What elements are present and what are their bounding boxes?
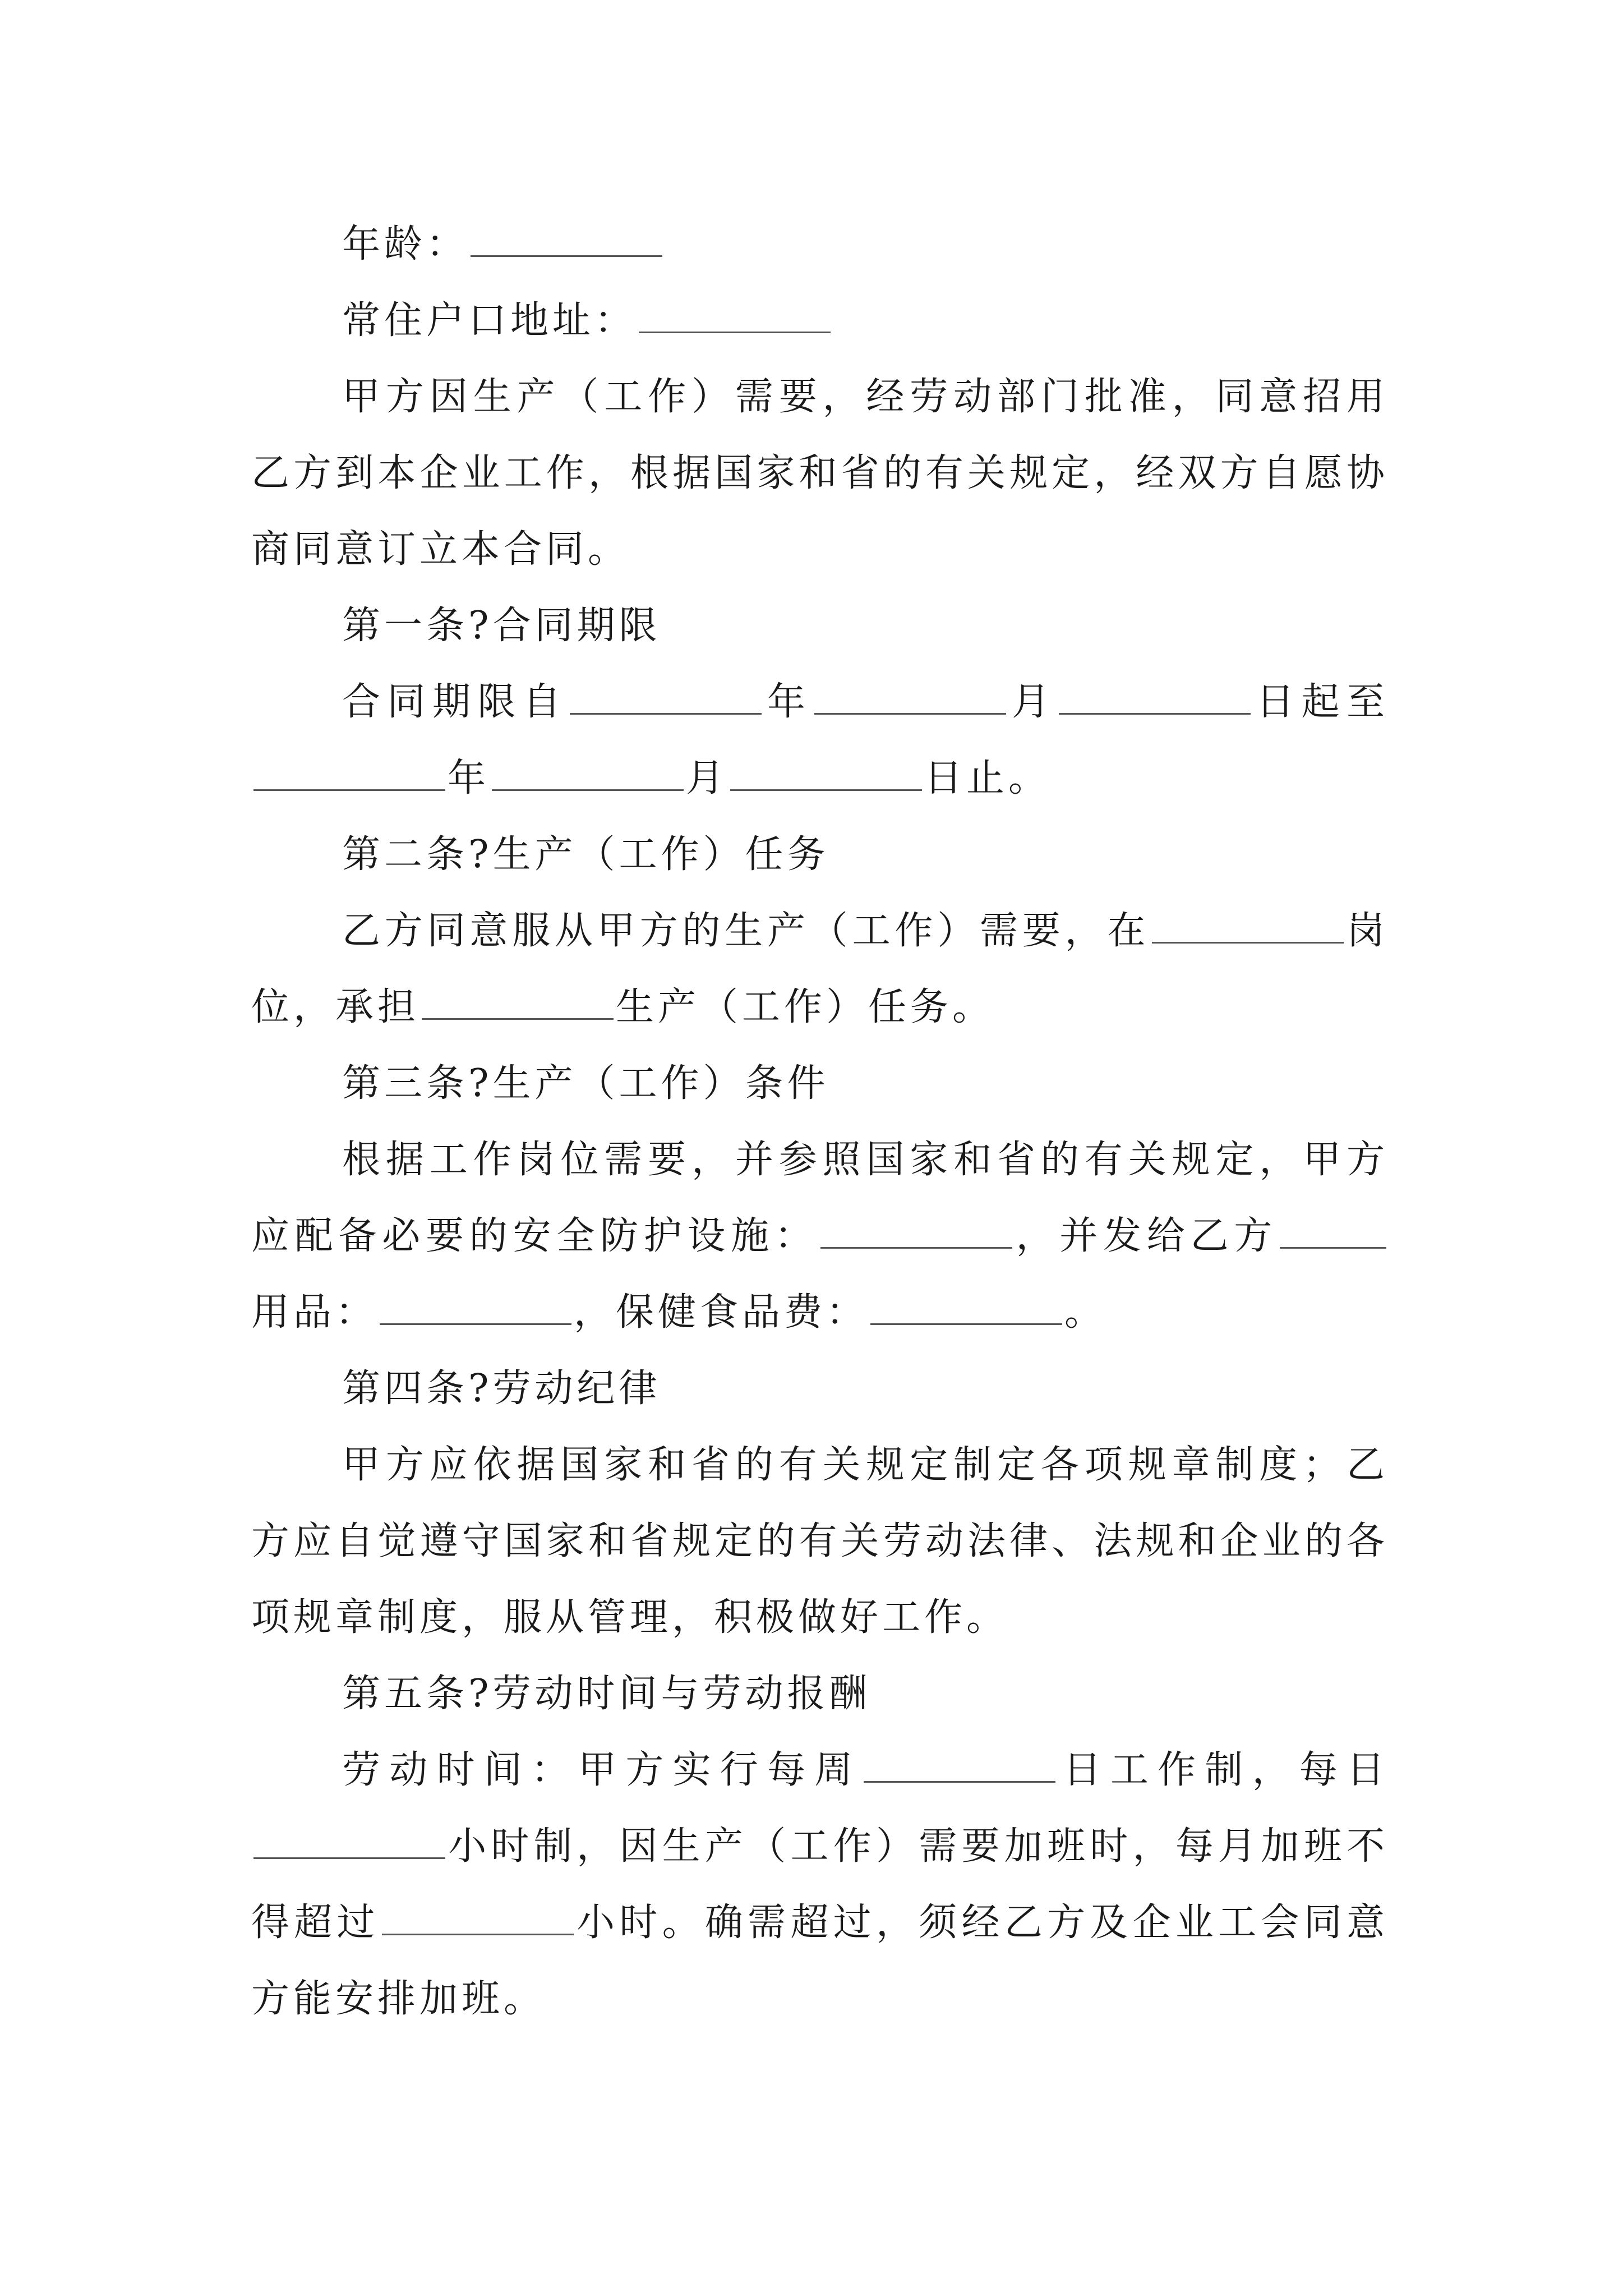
article-2-text-2: 岗位，承担	[251, 909, 1389, 1029]
age-blank	[471, 255, 662, 257]
article-1-body	[251, 664, 1389, 817]
article-3-text-3: 用品：	[251, 1290, 378, 1335]
article-5-text-2: 日工作制，每日	[1058, 1748, 1389, 1792]
start-month-blank	[814, 712, 1006, 715]
position-blank	[1152, 941, 1344, 944]
supplies-blank	[380, 1323, 571, 1325]
article-4-title: 第四条?劳动纪律	[342, 1366, 661, 1411]
days-per-week-blank	[864, 1780, 1055, 1783]
task-blank	[422, 1018, 614, 1020]
article-5-text-1: 劳动时间：甲方实行每周	[342, 1748, 862, 1792]
document-body	[251, 206, 1389, 2037]
supply-blank	[1280, 1246, 1386, 1249]
article-3-text-2: ，并发给乙方	[1014, 1214, 1278, 1258]
start-day-blank	[1059, 712, 1251, 715]
start-year-blank	[570, 712, 762, 715]
health-food-fee-blank	[870, 1323, 1062, 1325]
address-line	[251, 283, 1389, 359]
safety-facility-blank	[820, 1246, 1012, 1249]
article-5-title: 第五条?劳动时间与劳动报酬	[342, 1672, 872, 1716]
contract-term-from-label: 合同期限自	[342, 680, 568, 724]
age-line	[251, 206, 1389, 283]
address-blank	[639, 331, 831, 333]
end-month-blank	[492, 789, 684, 791]
article-2-text-1: 乙方同意服从甲方的生产（工作）需要，在	[342, 909, 1150, 953]
end-day-blank	[730, 789, 922, 791]
hours-per-day-blank	[253, 1857, 445, 1859]
address-label: 常住户口地址：	[342, 298, 637, 343]
age-label: 年龄：	[342, 222, 469, 266]
article-5-body	[251, 1732, 1389, 2037]
article-2-body	[251, 893, 1389, 1046]
overtime-hours-blank	[382, 1933, 574, 1935]
month-label: 月	[686, 756, 728, 800]
month-label: 月	[1008, 680, 1057, 724]
article-5-text-3: 小时制，因生产（工作）需要加班时，每月加班不得超过	[251, 1824, 1389, 1945]
article-2-text-3: 生产（工作）任务。	[616, 985, 995, 1029]
article-3-text-4: ，保健食品费：	[574, 1290, 869, 1335]
day-end-label: 日止。	[924, 756, 1051, 800]
article-1-title: 第一条?合同期限	[342, 604, 661, 648]
article-3-body	[251, 1122, 1389, 1351]
year-label: 年	[764, 680, 813, 724]
article-3-text-5: 。	[1064, 1290, 1107, 1335]
article-3-title: 第三条?生产（工作）条件	[342, 1061, 829, 1106]
article-3-text-1: 根据工作岗位需要，并参照国家和省的有关规定，甲方应配备必要的安全防护设施：	[251, 1138, 1389, 1258]
year-label: 年	[448, 756, 490, 800]
article-5-text-4: 小时。确需超过，须经乙方及企业工会同意方能安排加班。	[251, 1901, 1389, 2021]
article-2-title: 第二条?生产（工作）任务	[342, 832, 829, 877]
end-year-blank	[253, 789, 445, 791]
intro-paragraph: 甲方因生产（工作）需要，经劳动部门批准，同意招用乙方到本企业工作，根据国家和省的有关规定，经双方自愿协商同意订立本合同。	[251, 375, 1389, 572]
day-from-to-label: 日起至	[1253, 680, 1389, 724]
article-4-body: 甲方应依据国家和省的有关规定制定各项规章制度；乙方应自觉遵守国家和省规定的有关劳动法律、法规和企业的各项规章制度，服从管理，积极做好工作。	[251, 1443, 1389, 1640]
